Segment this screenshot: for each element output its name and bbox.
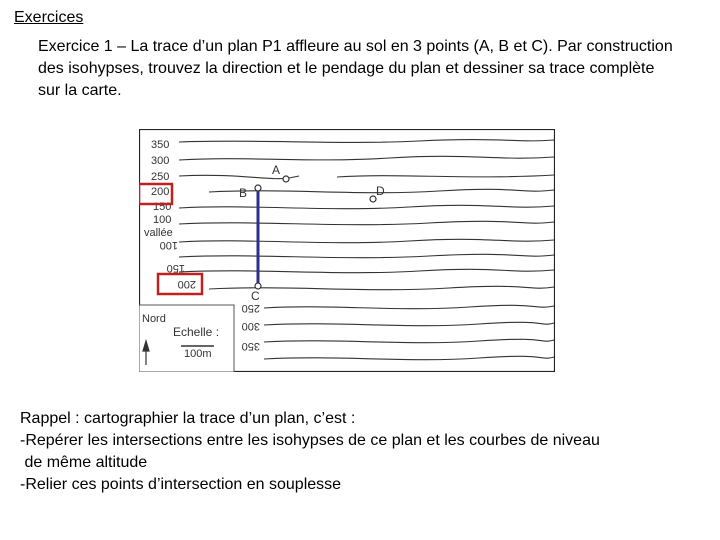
point-b-label: B — [239, 186, 248, 200]
rappel-line: de même altitude — [20, 454, 148, 471]
contour-label: 100 — [159, 239, 178, 251]
rappel-line: Rappel : cartographier la trace d’un plan, c’est : — [20, 410, 356, 427]
contour-label: 200 — [151, 186, 170, 198]
contour-label: 250 — [151, 171, 170, 183]
contour-label: 300 — [151, 155, 170, 167]
contour-label: 150 — [166, 262, 185, 274]
point-a-label: A — [272, 163, 281, 177]
legend-north-label: Nord — [142, 313, 166, 325]
point-a-marker — [283, 176, 289, 182]
page-title: Exercices — [14, 9, 84, 26]
legend-scale-label: Echelle : — [173, 325, 220, 339]
contour-label: 250 — [241, 302, 260, 314]
point-d-label: D — [376, 184, 385, 198]
contour-label: 150 — [153, 201, 172, 213]
geologic-map — [139, 129, 555, 372]
point-b-marker — [255, 185, 261, 191]
point-c-label: C — [251, 289, 260, 303]
rappel-line: -Relier ces points d’intersection en souplesse — [20, 476, 342, 493]
legend-scale-value: 100m — [184, 348, 212, 360]
contour-label: 350 — [241, 340, 260, 352]
contour-label: 300 — [241, 320, 260, 332]
contour-label: 200 — [177, 278, 196, 290]
contour-label: 350 — [151, 139, 170, 151]
rappel-section — [20, 408, 710, 496]
exercise-statement: Exercice 1 – La trace d’un plan P1 affleure au sol en 3 points (A, B et C). Par construction des isohypses, trouvez la direction et le pendage du plan et dessiner sa trace complète sur la carte. — [38, 38, 673, 99]
contour-label: 100 — [153, 214, 172, 226]
rappel-line: -Repérer les intersections entre les isohypses de ce plan et les courbes de niveau — [20, 432, 600, 449]
contour-label: vallée — [144, 227, 173, 239]
